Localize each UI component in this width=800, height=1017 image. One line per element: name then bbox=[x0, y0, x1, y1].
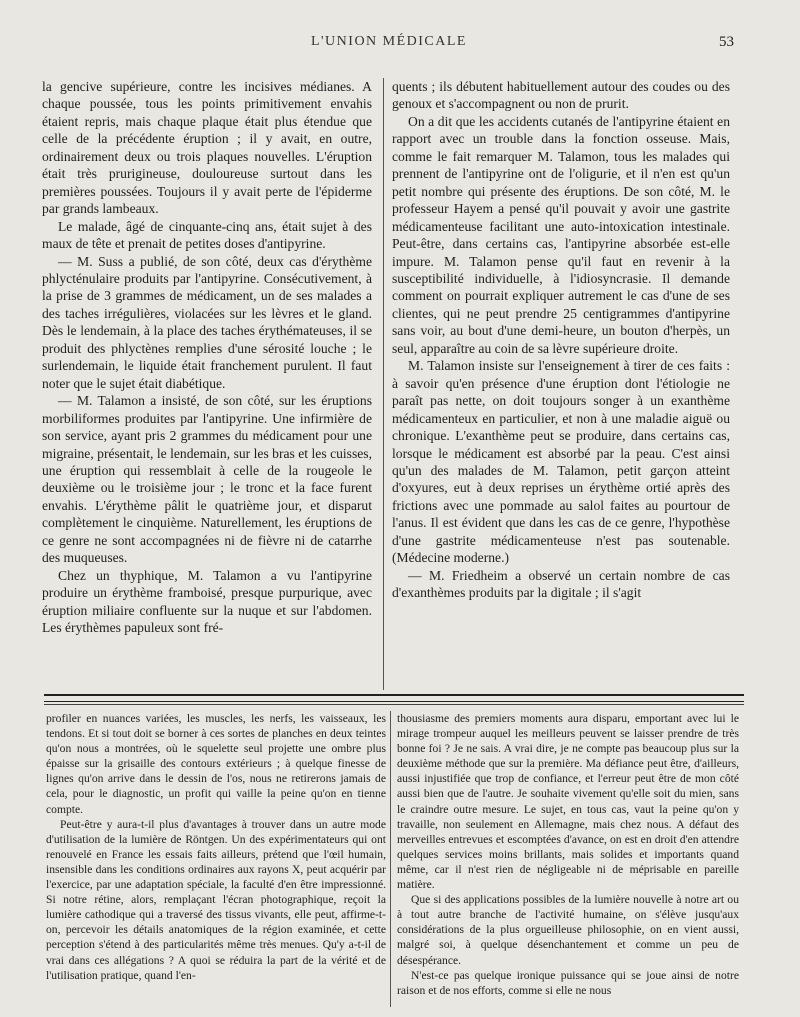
paragraph: Chez un thyphique, M. Talamon a vu l'antipyrine produire un érythème framboisé, presque purpurique, avec éruption miliaire confluente sur la nuque et sur l'abdomen. Les érythèmes papuleux sont fré- bbox=[42, 567, 372, 636]
paragraph: — M. Talamon a insisté, de son côté, sur les éruptions morbiliformes produites par l'antipyrine. Une infirmière de son service, ayant pris 2 grammes du médicament pour une migraine, présentait, le lendemain, sur les bras et les cuisses, une éruption qui ressemblait à celle de la rougeole le deuxième ou le troisième jour ; le tronc et la face furent envahis. L'érythème pâlit le quatrième jour, et disparut complètement le cinquième. Naturellement, les éruptions de ce genre ne sont accompagnées ni de fièvre ni de catarrhe des muqueuses. bbox=[42, 393, 372, 566]
section-rule-double bbox=[44, 694, 744, 702]
bottom-left-column bbox=[46, 711, 386, 1007]
paragraph: N'est-ce pas quelque ironique puissance qui se joue ainsi de notre raison et de nos efforts, comme si elle ne nous bbox=[397, 968, 739, 997]
paragraph: la gencive supérieure, contre les incisives médianes. A chaque poussée, tous les points primitivement envahis étaient repris, mais chaque plaque était plus étendue que celle de la précédente éruption ; il y avait, en outre, ordinairement deux ou trois plaques nouvelles. L'éruption était très prurigineuse, douloureuse surtout dans les premières poussées. Toujours il y avait perte de l'épiderme par grands lambeaux. bbox=[42, 79, 372, 217]
paragraph: Peut-être y aura-t-il plus d'avantages à trouver dans un autre mode d'utilisation de la lumière de Röntgen. Un des expérimentateurs qui ont renouvelé en France les essais faits ailleurs, prétend que l'œil humain, insensible dans les conditions ordinaires aux rayons X, peut acquérir par l'exercice, par une adaptation spéciale, la faculté d'en être impressionné. Si notre rétine, alors, remplaçant l'écran photographique, reçoit la lumière cathodique qui a traversé des tissus vivants, elle peut, affirme-t-on, percevoir les détails anatomiques de la région examinée, et cette perception s'étend à des particularités même très menues. Qu'y a-t-il de vrai dans ces allégations ? A quoi se réduira la part de la vérité et de l'utilisation pratique, quand l'en- bbox=[46, 817, 386, 982]
paragraph: M. Talamon insiste sur l'enseignement à tirer de ces faits : à savoir qu'en présence d'une éruption dont l'étiologie ne paraît pas nette, on doit toujours songer à un exanthème médicamenteux en particulier, et non à une maladie aiguë ou chronique. L'exanthème peut se produire, dans certains cas, lorsque le médicament est absorbé par la peau. C'est ainsi qu'un des malades de M. Talamon, petit garçon atteint d'oxyures, eut à deux reprises un érythème ortié après des frictions avec une pommade au salol faites au pourtour de l'anus. Il est évident que dans les cas de ce genre, l'hypothèse d'une gastrite médicamenteuse n'est pas soutenable. (Médecine moderne.) bbox=[392, 358, 730, 566]
article-top-section bbox=[42, 78, 742, 690]
bottom-right-column bbox=[397, 711, 739, 1007]
feuilleton-section bbox=[44, 711, 744, 1007]
paragraph: thousiasme des premiers moments aura disparu, emportant avec lui le mirage trompeur auquel les meilleurs peuvent se laisser prendre de très bonne foi ? Je ne sais. A vrai dire, je ne compte pas beaucoup plus sur la deuxième méthode que sur la première. Ma défiance peut être, d'ailleurs, aussi injustifiée que trop de confiance, et l'erreur peut être de mon côté aussi bien que de l'autre. Je souhaite vivement qu'elle soit du mien, sans le craindre outre mesure. Le sujet, en tous cas, vaut la peine qu'on y travaille, non seulement en Allemagne, mais chez nous. A défaut des merveilles entrevues et escomptées d'avance, on est en droit d'en attendre quelques services moins brillants, mais solides et importants quand même, car il n'est rien de négligeable ni de méprisable en pareille matière. bbox=[397, 712, 739, 892]
paragraph: Que si des applications possibles de la lumière nouvelle à notre art ou à tout autre branche de l'activité humaine, on s'élève jusqu'aux considérations de la plus orgueilleuse philosophie, on en vient aussi, malgré soi, à quelque désenchantement et comme un peu de désespérance. bbox=[397, 893, 739, 967]
running-title: L'UNION MÉDICALE bbox=[310, 34, 467, 49]
paragraph: — M. Suss a publié, de son côté, deux cas d'érythème phlycténulaire produits par l'antipyrine. Consécutivement, à la prise de 3 grammes de médicament, un de ses malades a des taches irrégulières, violacées sur les lèvres et le gland. Dès le lendemain, à la place des taches érythémateuses, il se produit des phlyctènes remplies d'une sérosité louche ; le surlendemain, le liquide était franchement purulent. Il faut noter que le sujet était diabétique. bbox=[42, 253, 372, 391]
page-header bbox=[44, 34, 734, 56]
paragraph: On a dit que les accidents cutanés de l'antipyrine étaient en rapport avec un trouble dans la fonction osseuse. Mais, comme le fait remarquer M. Talamon, tous les malades qui prennent de l'antipyrine ont de l'oligurie, et il n'en est qu'un petit nombre qui présente des éruptions. De son côté, M. le professeur Hayem a pensé qu'il pouvait y avoir une gastrite médicamenteuse facilitant une auto-intoxication intestinale. Peut-être, dans certains cas, l'antipyrine absorbée est-elle impure. M. Talamon pense qu'il faut en revenir à la susceptibilité individuelle, à l'idiosyncrasie. Il demande comment on pourrait expliquer autrement le cas d'une de ses clientes, qui ne peut prendre 25 centigrammes d'antipyrine sans voir, au bout d'une demi-heure, un bouton d'herpès, un seul, apparaître au coin de sa lèvre supérieure droite. bbox=[392, 113, 730, 356]
paragraph: quents ; ils débutent habituellement autour des coudes ou des genoux et s'accompagnent ou non de prurit. bbox=[392, 79, 730, 112]
top-right-column bbox=[392, 78, 730, 690]
top-left-column bbox=[42, 78, 372, 690]
page-number: 53 bbox=[719, 34, 734, 50]
column-divider bbox=[383, 78, 384, 690]
section-rule-single bbox=[44, 704, 744, 705]
paragraph: profiler en nuances variées, les muscles, les nerfs, les vaisseaux, les tendons. Et si tout doit se borner à ces sortes de planches en deux teintes qu'on nous a montrées, où le squelette seul projette une ombre plus épaisse sur la grisaille des contours extérieurs ; à quelque finesse de lignes qu'on arrive dans le dessin de l'os, nous ne retirerons jamais de cela, pour le diagnostic, un profit qui vaille la peine qu'on en tienne compte. bbox=[46, 712, 386, 816]
paragraph: — M. Friedheim a observé un certain nombre de cas d'exanthèmes produits par la digitale ; il s'agit bbox=[392, 567, 730, 601]
column-divider bbox=[390, 711, 391, 1007]
paragraph: Le malade, âgé de cinquante-cinq ans, était sujet à des maux de tête et prenait de petites doses d'antipyrine. bbox=[42, 218, 372, 252]
